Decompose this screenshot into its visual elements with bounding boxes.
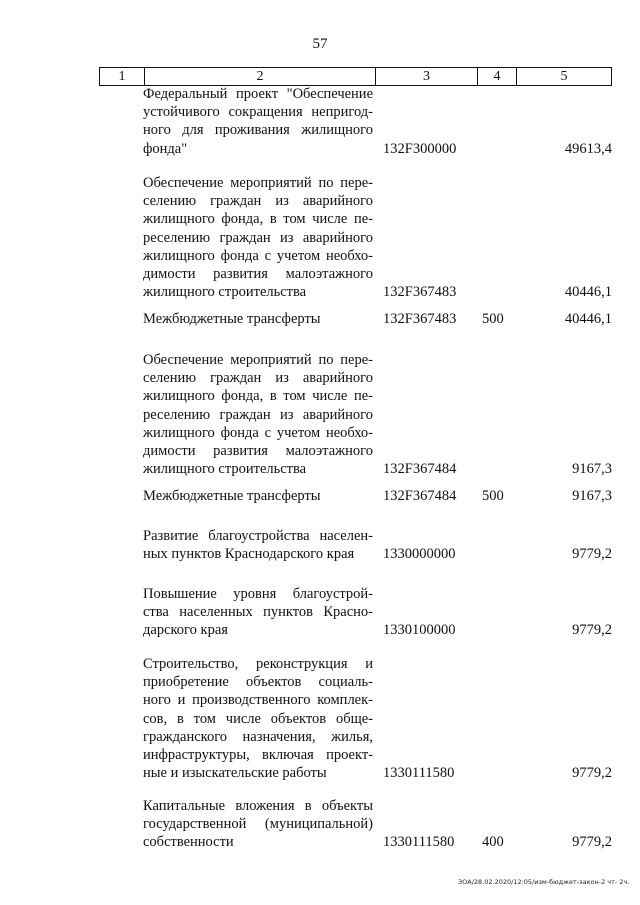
row-name — [143, 655, 373, 782]
row-amount: 9779,2 — [572, 546, 612, 563]
row-name-line: Обеспечение мероприятий по пере- — [143, 175, 373, 191]
row-name-line: жилищного фонда с учетом необхо- — [143, 424, 373, 441]
row-name-line: димости развития малоэтажного — [143, 443, 373, 460]
row-name-line: сов, в том числе объектов обще- — [143, 710, 373, 727]
row-expense-type: 400 — [482, 834, 504, 851]
row-name — [143, 797, 373, 852]
row-name-line: Строительство, реконструкция и — [143, 656, 373, 672]
row-name-line: ного для проживания жилищного — [143, 122, 373, 139]
row-name-line: Межбюджетные трансферты — [143, 488, 321, 504]
row-name — [143, 174, 373, 301]
row-name-line: жилищного фонда с учетом необхо- — [143, 247, 373, 264]
row-name-line: гражданского назначения, жилья, — [143, 728, 373, 745]
row-name-line: ства населенных пунктов Красно- — [143, 604, 373, 621]
row-name-line: жилищного строительства — [143, 284, 307, 301]
column-header-2: 2 — [145, 68, 376, 86]
row-name-line: государственной (муниципальной) — [143, 816, 373, 833]
column-header-3: 3 — [376, 68, 478, 86]
row-amount: 9779,2 — [572, 834, 612, 851]
row-code: 132F300000 — [383, 140, 457, 157]
row-name-line: ные и изыскательские работы — [143, 765, 327, 782]
table-row — [0, 310, 640, 328]
table-row — [0, 351, 640, 478]
footer-note: ЗОА/28.02.2020/12:05/изм-бюджет-закон-2 чт- 2ч. — [458, 878, 630, 886]
row-amount: 9779,2 — [572, 622, 612, 639]
table-row — [0, 585, 640, 640]
row-name-line: Капитальные вложения в объекты — [143, 798, 373, 814]
row-code: 132F367484 — [383, 461, 457, 478]
row-name-line: селению граждан из аварийного — [143, 193, 373, 210]
page-number: 57 — [312, 36, 328, 52]
row-amount: 9167,3 — [572, 461, 612, 478]
row-name — [143, 487, 373, 505]
row-code: 1330000000 — [383, 546, 456, 563]
table-row — [0, 174, 640, 301]
row-name-line: фонда" — [143, 140, 188, 157]
row-name-line: селению граждан из аварийного — [143, 370, 373, 387]
row-name-line: Федеральный проект "Обеспечение — [143, 86, 373, 102]
row-name-line: жилищного фонда, в том числе пе- — [143, 211, 373, 228]
row-name-line: устойчивого сокращения непригод- — [143, 104, 373, 121]
row-code: 1330100000 — [383, 622, 456, 639]
row-expense-type: 500 — [482, 310, 504, 327]
column-header-1: 1 — [100, 68, 145, 86]
row-name — [143, 351, 373, 478]
row-name-line: жилищного строительства — [143, 461, 307, 478]
row-amount: 9167,3 — [572, 487, 612, 504]
table-row — [0, 527, 640, 563]
row-code: 132F367483 — [383, 310, 457, 327]
row-code: 132F367483 — [383, 284, 457, 301]
row-name-line: реселению граждан из аварийного — [143, 229, 373, 246]
row-name-line: собственности — [143, 834, 234, 851]
column-header-row — [99, 67, 612, 86]
row-name-line: Повышение уровня благоустрой- — [143, 586, 373, 602]
row-name — [143, 527, 373, 563]
row-name-line: приобретение объектов социаль- — [143, 674, 373, 691]
row-name-line: ных пунктов Краснодарского края — [143, 546, 355, 563]
row-name-line: Развитие благоустройства населен- — [143, 528, 373, 544]
table-row — [0, 487, 640, 505]
row-code: 1330111580 — [383, 834, 455, 851]
row-amount: 49613,4 — [564, 140, 612, 157]
row-name — [143, 585, 373, 640]
row-name-line: Обеспечение мероприятий по пере- — [143, 352, 373, 368]
row-expense-type: 500 — [482, 487, 504, 504]
row-name — [143, 85, 373, 158]
row-name-line: инфраструктуры, включая проект- — [143, 747, 373, 764]
row-name — [143, 310, 373, 328]
table-row — [0, 797, 640, 852]
row-code: 132F367484 — [383, 487, 457, 504]
row-name-line: жилищного фонда, в том числе пе- — [143, 388, 373, 405]
row-name-line: реселению граждан из аварийного — [143, 406, 373, 423]
row-code: 1330111580 — [383, 765, 455, 782]
row-name-line: ного и производственного комплек- — [143, 692, 373, 709]
row-amount: 40446,1 — [564, 284, 612, 301]
row-name-line: димости развития малоэтажного — [143, 266, 373, 283]
column-header-4: 4 — [478, 68, 517, 86]
row-amount: 40446,1 — [564, 310, 612, 327]
column-header-5: 5 — [517, 68, 612, 86]
row-name-line: дарского края — [143, 622, 228, 639]
row-amount: 9779,2 — [572, 765, 612, 782]
table-row — [0, 655, 640, 782]
row-name-line: Межбюджетные трансферты — [143, 311, 321, 327]
table-row — [0, 85, 640, 158]
